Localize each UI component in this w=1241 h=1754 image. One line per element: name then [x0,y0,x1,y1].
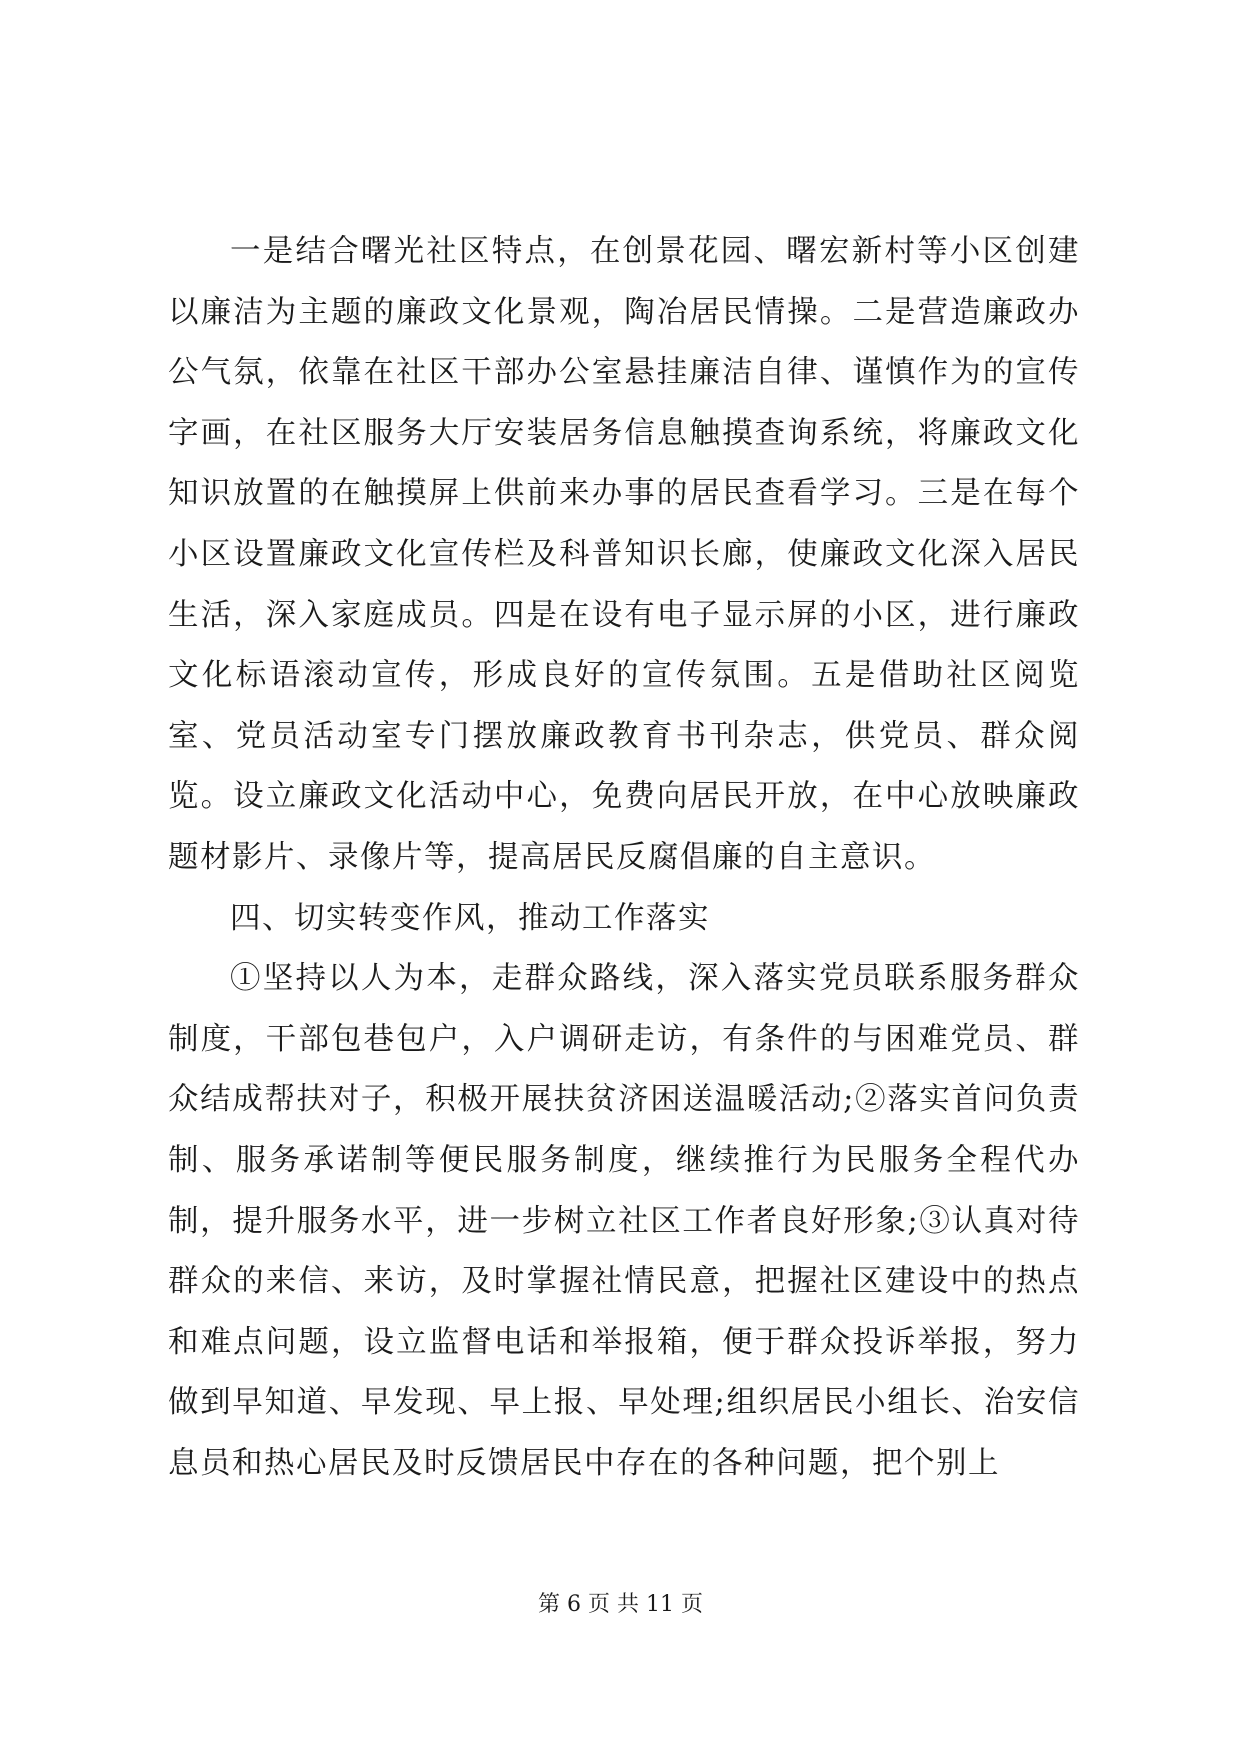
document-body [168,222,1080,1494]
page-number-footer: 第 6 页 共 11 页 [538,1592,703,1617]
paragraph-anti-corruption-culture: 一是结合曙光社区特点，在创景花园、曙宏新村等小区创建以廉洁为主题的廉政文化景观，陶冶居民情操。二是营造廉政办公气氛，依靠在社区干部办公室悬挂廉洁自律、谨慎作为的宣传字画，在社区服务大厅安装居务信息触摸查询系统，将廉政文化知识放置的在触摸屏上供前来办事的居民查看学习。三是在每个小区设置廉政文化宣传栏及科普知识长廊，使廉政文化深入居民生活，深入家庭成员。四是在设有电子显示屏的小区，进行廉政文化标语滚动宣传，形成良好的宣传氛围。五是借助社区阅览室、党员活动室专门摆放廉政教育书刊杂志，供党员、群众阅览。设立廉政文化活动中心，免费向居民开放，在中心放映廉政题材影片、录像片等，提高居民反腐倡廉的自主意识。 [168,234,1080,875]
paragraph-work-style: ①坚持以人为本，走群众路线，深入落实党员联系服务群众制度，干部包巷包户，入户调研走访，有条件的与困难党员、群众结成帮扶对子，积极开展扶贫济困送温暖活动;②落实首问负责制、服务承诺制等便民服务制度，继续推行为民服务全程代办制，提升服务水平，进一步树立社区工作者良好形象;③认真对待群众的来信、来访，及时掌握社情民意，把握社区建设中的热点和难点问题，设立监督电话和举报箱，便于群众投诉举报，努力做到早知道、早发现、早上报、早处理;组织居民小组长、治安信息员和热心居民及时反馈居民中存在的各种问题，把个别上 [168,961,1080,1481]
section-heading: 四、切实转变作风，推动工作落实 [230,900,710,936]
